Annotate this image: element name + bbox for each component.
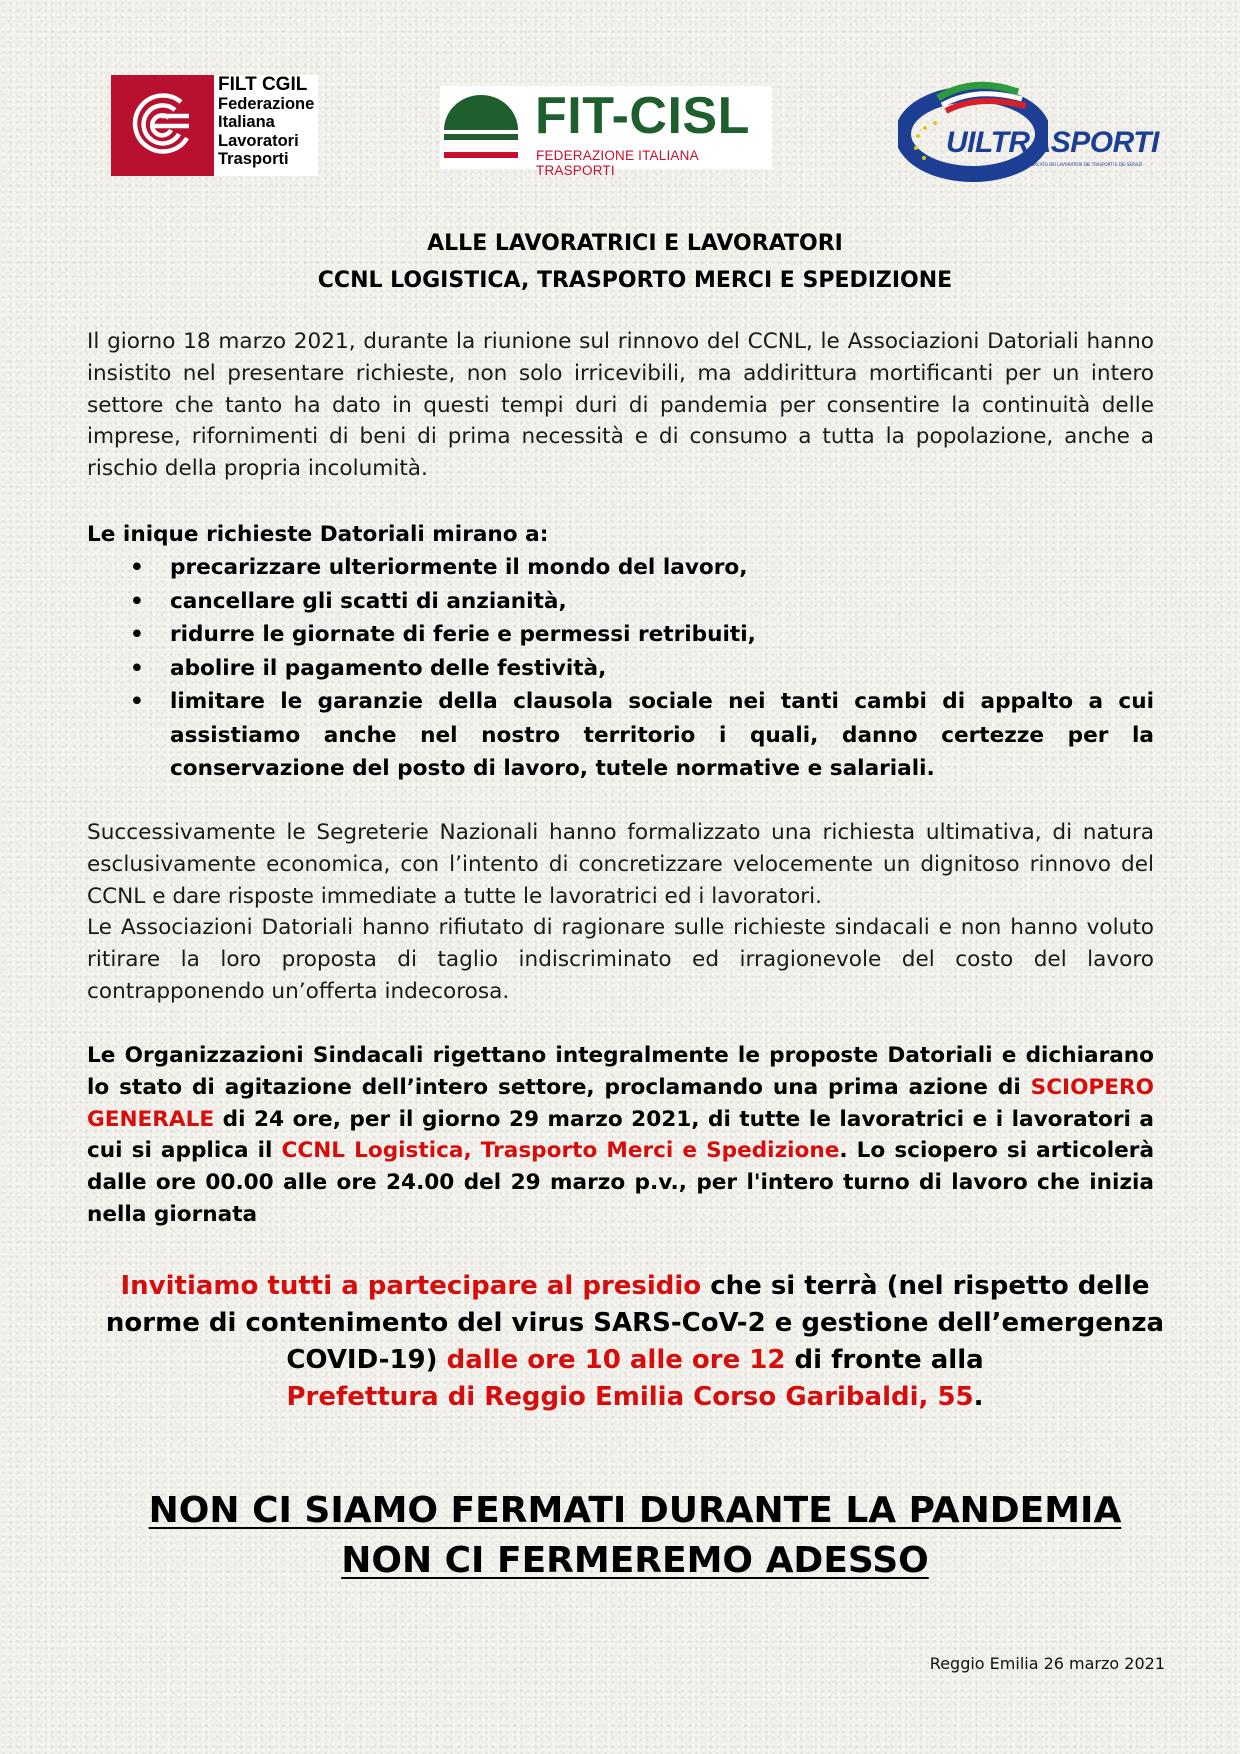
slogan-line-1: NON CI SIAMO FERMATI DURANTE LA PANDEMIA — [148, 1490, 1122, 1531]
demands-heading: Le inique richieste Datoriali mirano a: — [87, 522, 549, 547]
strike-highlight-general: SCIOPERO GENERALE — [87, 1074, 1154, 1132]
bullet-icon: • — [130, 689, 144, 714]
fit-cisl-emblem-icon — [440, 90, 522, 166]
invite-text-3: . — [973, 1382, 984, 1412]
fit-cisl-subtitle: FEDERAZIONE ITALIANA TRASPORTI — [536, 148, 699, 178]
intro-text: Il giorno 18 marzo 2021, durante la riunione sul rinnovo del CCNL, le Associazioni Datoriali hanno insistito nel presentare richieste, non solo irricevibili, ma addirittura mortificanti per un intero settore che tanto ha dato in questi tempi duri di pandemia per consentire la continuità delle imprese, rifornimenti di beni di prima necessità e di consumo a tutta la popolazione, anche a rischio della propria incolumità. — [87, 329, 1154, 482]
slogan-line-2: NON CI FERMEREMO ADESSO — [341, 1540, 929, 1581]
list-item — [87, 652, 1154, 686]
filt-logo-line3: Italiana — [218, 113, 275, 131]
demand-text: ridurre le giornate di ferie e permessi retribuiti, — [170, 622, 756, 647]
intro-paragraph — [87, 326, 1154, 485]
invite-highlight-location: Prefettura di Reggio Emilia Corso Garibaldi, 55 — [286, 1382, 974, 1412]
strike-highlight-ccnl: CCNL Logistica, Trasporto Merci e Spedizione — [281, 1138, 840, 1164]
filt-cgil-logo — [111, 75, 323, 176]
list-item — [87, 551, 1154, 585]
filt-cgil-wordmark — [214, 75, 318, 176]
list-item — [87, 618, 1154, 652]
strike-text-3: . Lo sciopero si articolerà dalle ore 00.00 alle ore 24.00 del 29 marzo p.v., per l'intero turno di lavoro che inizia nella giornata — [87, 1138, 1155, 1227]
follow-up-text-1: Successivamente le Segreterie Nazionali hanno formalizzato una richiesta ultimativa, di natura esclusivamente economica, con l’intento di concretizzare velocemente un dignitoso rinnovo del CCNL e dare risposte immediate a tutte le lavoratrici ed i lavoratori. — [87, 820, 1154, 909]
invite-text-2: di fronte alla — [785, 1345, 984, 1375]
bullet-icon: • — [130, 555, 144, 580]
bullet-icon: • — [130, 622, 144, 647]
document-title — [0, 225, 1240, 299]
filt-logo-line2: Federazione — [218, 94, 315, 113]
demand-text: limitare le garanzie della clausola sociale nei tanti cambi di appalto a cui assistiamo anche nel nostro territorio i quali, danno certezze per la conservazione del posto di lavoro, tutele normative e salariali. — [170, 689, 1154, 781]
presidio-invitation — [80, 1268, 1190, 1416]
list-item — [87, 685, 1154, 786]
follow-up-paragraphs — [87, 817, 1154, 1008]
fit-cisl-name: FIT-CISL — [535, 87, 750, 145]
demands-list — [87, 551, 1154, 786]
strike-text-1: Le Organizzazioni Sindacali rigettano integralmente le proposte Datoriali e dichiarano lo stato di agitazione dell’intero settore, proclamando una prima azione di — [87, 1043, 1154, 1100]
bullet-icon: • — [130, 588, 144, 614]
uiltrasporti-logo — [898, 78, 1158, 182]
filt-cgil-emblem-icon — [111, 75, 214, 176]
list-item — [87, 585, 1154, 619]
bullet-icon: • — [130, 655, 144, 681]
closing-slogan — [80, 1486, 1190, 1586]
place-and-date: Reggio Emilia 26 marzo 2021 — [929, 1654, 1165, 1673]
title-line-2: CCNL LOGISTICA, TRASPORTO MERCI E SPEDIZIONE — [317, 268, 953, 293]
filt-logo-line1: FILT CGIL — [218, 74, 308, 95]
uiltrasporti-tagline: IL SINDACATO DEI LAVORATORI DEI TRASPORTI E DEI SERVIZI — [1020, 162, 1143, 167]
uiltrasporti-name: UILTRASPORTI — [946, 126, 1159, 159]
invite-highlight-presidio: Invitiamo tutti a partecipare al presidio — [120, 1271, 702, 1301]
demand-text: precarizzare ulteriormente il mondo del lavoro, — [170, 555, 748, 580]
title-line-1: ALLE LAVORATRICI E LAVORATORI — [427, 231, 843, 256]
follow-up-text-2: Le Associazioni Datoriali hanno rifiutato di ragionare sulle richieste sindacali e non hanno voluto ritirare la loro proposta di taglio indiscriminato ed irragionevole del costo del lavoro contrapponendo un’offerta indecorosa. — [87, 915, 1154, 1004]
demand-text: cancellare gli scatti di anzianità, — [170, 588, 567, 614]
strike-text-2: di 24 ore, per il giorno 29 marzo 2021, di tutte le lavoratrici e i lavoratori a cui si applica il — [87, 1106, 1154, 1164]
filt-logo-line4: Lavoratori — [218, 131, 299, 150]
strike-paragraph — [87, 1040, 1154, 1231]
invite-text-1: che si terrà (nel rispetto delle norme di contenimento del virus SARS-CoV-2 e gestione dell’emergenza COVID-19) — [105, 1271, 1165, 1375]
invite-highlight-time: dalle ore 10 alle ore 12 — [446, 1345, 786, 1375]
fit-cisl-logo — [440, 86, 772, 178]
filt-logo-line5: Trasporti — [218, 150, 289, 168]
demand-text: abolire il pagamento delle festività, — [170, 655, 607, 681]
